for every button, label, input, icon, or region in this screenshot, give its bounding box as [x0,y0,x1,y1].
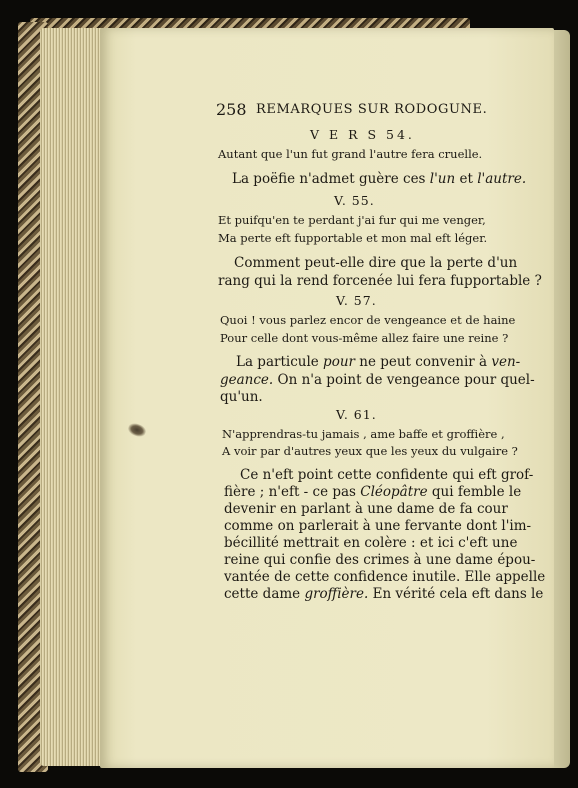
verse-line: Et puifqu'en te perdant j'ai fur qui me venger, [218,213,486,227]
prose-line: devenir en parlant à une dame de fa cour [224,501,508,517]
page-number: 258 [216,100,247,119]
prose-line: geance. On n'a point de vengeance pour quel- [220,372,535,388]
prose-line: comme on parlerait à une fervante dont l'im- [224,518,532,534]
verse-line: Pour celle dont vous-même allez faire une reine ? [220,331,509,345]
verse-label: V. 57. [336,293,377,308]
prose-line: cette dame groffière. En vérité cela eft dans le [224,586,544,602]
verse-line: N'apprendras-tu jamais , ame baffe et groffière , [222,427,505,441]
verse-line: Quoi ! vous parlez encor de vengeance et de haine [220,313,516,327]
verse-line: A voir par d'autres yeux que les yeux du vulgaire ? [222,444,518,458]
verse-line: Autant que l'un fut grand l'autre fera cruelle. [218,147,483,161]
prose-line: vantée de cette confidence inutile. Elle appelle [224,569,546,585]
prose-line: bécillité mettrait en colère : et ici c'eft une [224,535,518,551]
verse-label: V. 61. [336,407,377,422]
prose-line: fière ; n'eft - ce pas Cléopâtre qui femble le [224,484,522,500]
verse-label: V E R S 54. [310,127,415,142]
prose-line: La particule pour ne peut convenir à ven- [236,354,521,370]
running-title: REMARQUES SUR RODOGUNE. [256,102,488,117]
prose-line: Comment peut-elle dire que la perte d'un [234,255,518,271]
prose-line: qu'un. [220,389,263,405]
prose-line: reine qui confie des crimes à une dame épou- [224,552,536,568]
prose-line: rang qui la rend forcenée lui fera fupportable ? [218,273,542,289]
prose-line: La poëfie n'admet guère ces l'un et l'autre. [232,171,527,187]
verse-line: Ma perte eft fupportable et mon mal eft léger. [218,231,488,245]
prose-line: Ce n'eft point cette confidente qui eft grof- [240,467,534,483]
verse-label: V. 55. [334,193,375,208]
